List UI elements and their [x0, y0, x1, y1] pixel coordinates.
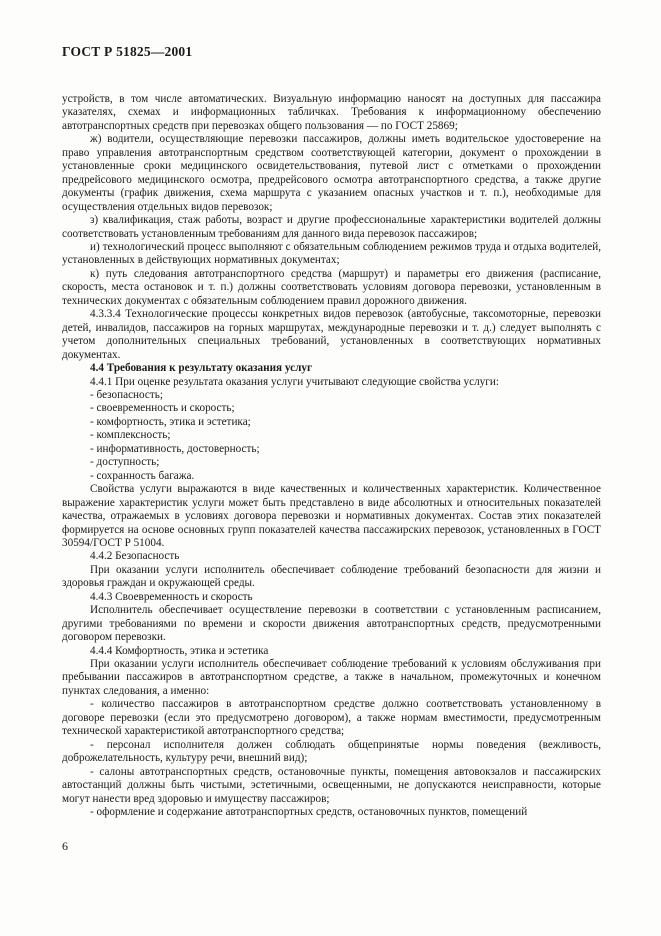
page-number: 6	[62, 839, 68, 853]
paragraph: к) путь следования автотранспортного средства (маршрут) и параметры его движения (расписание, скорость, места остановок и т. п.) должны соответствовать условиям договора перевозки, установленным в технических документах с обязательным соблюдением правил дорожного движения.	[62, 267, 601, 307]
paragraph: - информативность, достоверность;	[90, 442, 260, 455]
paragraph: При оказании услуги исполнитель обеспечивает соблюдение требований к условиям обслуживания при пребывании пассажиров в автотранспортном средстве, а также в начальном, промежуточных и конечном пунктах следования, а именно:	[62, 658, 601, 697]
paragraph: - своевременность и скорость;	[90, 402, 235, 415]
section-heading: 4.4 Требования к результату оказания услуг	[90, 362, 313, 375]
paragraph: 4.4.4 Комфортность, этика и эстетика	[90, 644, 269, 657]
paragraph: - комфортность, этика и эстетика;	[90, 415, 251, 428]
paragraph: Исполнитель обеспечивает осуществление перевозки в соответствии с установленным расписанием, другими требованиями по времени и скорости движения автотранспортных средств, предусмотренными договором перевозки.	[62, 604, 601, 644]
paragraph: устройств, в том числе автоматических. Визуальную информацию наносят на доступных для пассажира указателях, схемах и информационных табличках. Требования к информационному обеспечению автотранспортных средств при перевозках общего пользования — по ГОСТ 25869;	[62, 93, 601, 132]
paragraph: - салоны автотранспортных средств, остановочные пункты, помещения автовокзалов и пассажирских автостанций должны быть чистыми, эстетичными, освещенными, не допускаются неисправности, которые могут нанести вред здоровью и имуществу пассажиров;	[62, 765, 601, 805]
paragraph: 4.4.1 При оценке результата оказания услуги учитывают следующие свойства услуги:	[90, 375, 499, 388]
paragraph: 4.3.3.4 Технологические процессы конкретных видов перевозок (автобусные, таксомоторные, перевозки детей, инвалидов, пассажиров на горных маршрутах, международные перевозки и т. д.) следует выполнять с учетом дополнительных специальных требований, установленных в соответствующих нормативных документах.	[62, 308, 601, 361]
paragraph: 4.4.3 Своевременность и скорость	[90, 590, 253, 603]
paragraph: - сохранность багажа.	[90, 469, 195, 482]
paragraph: и) технологический процесс выполняют с обязательным соблюдением режимов труда и отдыха водителей, установленных в действующих нормативных документах;	[62, 240, 601, 267]
paragraph: При оказании услуги исполнитель обеспечивает соблюдение требований безопасности для жизни и здоровья граждан и окружающей среды.	[62, 563, 601, 590]
paragraph: ж) водители, осуществляющие перевозки пассажиров, должны иметь водительское удостоверение на право управления автотранспортным средством соответствующей категории, документ о прохождении в установленные сроки медицинского освидетельствования, путевой лист с отметками о прохождении предрейсового медицинского осмотра, предрейсового осмотра автотранспортного средства, а также другие документы (график движения, схема маршрута с указанием опасных участков и т. п.), необходимые для осуществления отдельных видов перевозок;	[62, 133, 601, 213]
paragraph: 4.4.2 Безопасность	[90, 550, 180, 563]
paragraph: - оформление и содержание автотранспортных средств, остановочных пунктов, помещений	[90, 806, 528, 819]
paragraph: Свойства услуги выражаются в виде качественных и количественных характеристик. Количественное выражение характеристик услуги может быть представлено в виде абсолютных и относительных показателей качества, отражаемых в условиях договора перевозки и нормативных документах. Состав этих показателей формируется на основе основных групп показателей качества пассажирских перевозок, установленных в ГОСТ 30594/ГОСТ Р 51004.	[62, 483, 601, 549]
document-body	[62, 93, 601, 819]
paragraph: - доступность;	[90, 456, 160, 469]
document-header: ГОСТ Р 51825—2001	[62, 44, 193, 59]
paragraph: - комплексность;	[90, 429, 171, 442]
paragraph: - количество пассажиров в автотранспортном средстве должно соответствовать установленному в договоре перевозки (если это предусмотрено договором), а также нормам вместимости, предусмотренным технической характеристикой автотранспортного средства;	[62, 698, 601, 738]
paragraph: - безопасность;	[90, 388, 163, 401]
paragraph: з) квалификация, стаж работы, возраст и другие профессиональные характеристики водителей должны соответствовать установленным требованиям для данного вида перевозок пассажиров;	[62, 214, 601, 240]
paragraph: - персонал исполнителя должен соблюдать общепринятые нормы поведения (вежливость, доброжелательность, культуру речи, внешний вид);	[62, 738, 601, 765]
